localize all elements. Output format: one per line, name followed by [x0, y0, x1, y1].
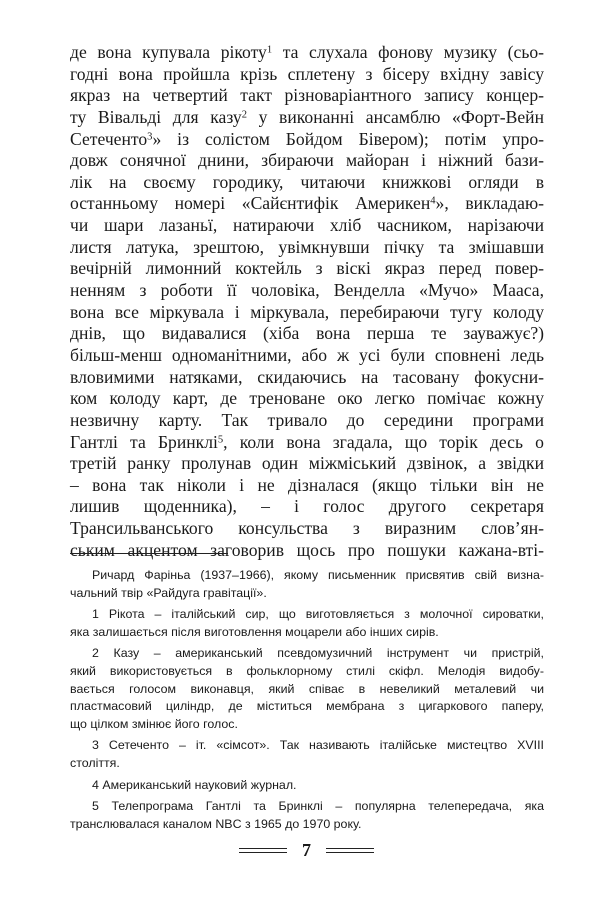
body-line — [70, 150, 544, 172]
footnote-marker: 3 — [147, 131, 153, 143]
body-text: останньому номері «Сайєнтифік Америкен — [70, 193, 431, 214]
page-footer — [0, 838, 613, 862]
body-text: » із солістом Бойдом Бівером); потім упро- — [152, 128, 544, 149]
body-line — [70, 475, 544, 497]
body-line — [70, 172, 544, 194]
footnote-line: пластмасовий циліндр, де міститься мембрана з цигаркового паперу, — [70, 699, 544, 714]
body-line — [70, 540, 544, 562]
body-text: ту Вівальді для казу — [70, 106, 242, 127]
footnote-line: Ричард Фаріньа (1937–1966), якому письменник присвятив свій визна- — [92, 568, 544, 582]
footnote-line: транслювалася каналом NBC з 1965 до 1970 року. — [70, 816, 362, 831]
body-line — [70, 237, 544, 259]
body-text: ненням з роботи її чоловіка, Венделла «Мучо» Мааса, — [70, 280, 544, 301]
footnote-marker: 4 — [430, 196, 436, 208]
body-text: Трансильванського консульства з виразним слов’ян- — [70, 518, 544, 539]
footnote-line: чальний твір «Райдуга гравітації». — [70, 585, 267, 600]
body-text: годні вона пройшла крізь сплетену з бісеру вхідну завісу — [70, 63, 544, 84]
footnote-line: 1 Рікота – італійський сир, що виготовляється з молочної сироватки, — [92, 607, 544, 622]
body-line — [70, 107, 544, 129]
body-text: Гантлі та Бринклі — [70, 431, 218, 452]
body-line — [70, 410, 544, 432]
body-text: лік на своєму городику, читаючи книжкові огляди в — [70, 171, 544, 192]
body-line — [70, 496, 544, 518]
body-text: третій ранку пролунав один міжміський дзвінок, а звідки — [70, 453, 544, 474]
body-line — [70, 388, 544, 410]
body-text: Сетеченто — [70, 128, 148, 149]
body-line — [70, 258, 544, 280]
footnotes-block — [70, 567, 544, 833]
body-text: якраз на четвертий такт різноваріантного запису концер- — [70, 85, 544, 106]
footnote-line: вається голосом виконавця, який співає в невеликий металевий чи — [70, 681, 544, 696]
footnote-separator — [70, 553, 228, 554]
body-line — [70, 323, 544, 345]
footnote-dedication — [70, 567, 544, 602]
footnote-line: 2 Казу – американський псевдомузичний інструмент чи пристрій, — [92, 646, 544, 661]
left-ornament-rule — [239, 848, 287, 853]
footnote-marker: 2 — [241, 109, 247, 121]
footnote-line: 4 Американський науковий журнал. — [92, 777, 297, 792]
body-text: більш-менш одноманітними, або ж усі були сповнені ледь — [70, 344, 544, 365]
footnote-line: 5 Телепрограма Гантлі та Бринклі – популярна телепередача, яка — [92, 799, 544, 814]
body-line — [70, 453, 544, 475]
body-line — [70, 85, 544, 107]
body-text: ком колоду карт, де треноване око легко помічає кожну — [70, 388, 544, 409]
body-line — [70, 215, 544, 237]
body-text: та слухала фонову музику (сьо- — [272, 42, 544, 62]
body-text: листя латука, зрештою, увімкнувши пічку та змішавши — [70, 236, 544, 257]
page-number: 7 — [302, 840, 311, 860]
body-line — [70, 193, 544, 215]
footnote-marker: 5 — [217, 434, 224, 446]
footnote-line: що цілком змінює його голос. — [70, 716, 238, 731]
footnote-line: який використовується в фольклорному стилі скіфл. Мелодія видобу- — [70, 663, 544, 678]
footnote-1 — [70, 606, 544, 641]
footnote-marker: 1 — [266, 44, 273, 56]
body-text: чи шари лазаньї, натираючи хліб часником, нарізаючи — [70, 215, 544, 236]
body-text: днів, що видавалися (хіба вона перша те зауважує?) — [70, 323, 544, 344]
body-text: де вона купувала рікоту — [70, 42, 267, 62]
body-text: вечірній лимонний коктейль з віскі якраз перед повер- — [70, 258, 544, 279]
body-text: лишив щоденника), – і голос другого секретаря — [70, 496, 544, 517]
body-line — [70, 518, 544, 540]
footnote-2 — [70, 645, 544, 733]
body-text: у виконанні ансамблю «Форт-Вейн — [247, 106, 544, 127]
footnote-line: століття. — [70, 755, 120, 770]
body-text: ським акцентом заговорив щось про пошуки кажана-вті- — [70, 539, 544, 560]
body-line — [70, 129, 544, 151]
footnote-line: яка залишається після виготовлення моцарели або інших сирів. — [70, 624, 439, 639]
body-line — [70, 345, 544, 367]
footnote-4 — [70, 777, 544, 795]
main-text-block — [70, 42, 544, 561]
body-line — [70, 367, 544, 389]
body-text: довж сонячної днини, збираючи майоран і ніжний бази- — [70, 150, 544, 171]
body-line — [70, 432, 544, 454]
footnote-5 — [70, 798, 544, 833]
body-line — [70, 64, 544, 86]
body-text: незвичну карту. Так тривало до середини програми — [70, 409, 544, 430]
body-text: вона все міркувала і міркувала, перебираючи тугу колоду — [70, 301, 544, 322]
body-line — [70, 280, 544, 302]
body-text: вловимими натяками, скидаючись на тасовану фокусни- — [70, 366, 544, 387]
footnote-line: 3 Сетеченто – іт. «сімсот». Так називають італійське мистецтво XVIII — [92, 738, 544, 753]
body-line — [70, 42, 544, 64]
body-text: , коли вона згадала, що торік десь о — [223, 431, 544, 452]
body-text: », викладаю- — [435, 193, 544, 214]
right-ornament-rule — [326, 848, 374, 853]
footnote-3 — [70, 737, 544, 772]
body-line — [70, 302, 544, 324]
body-text: – вона так ніколи і не дізналася (якщо тільки він не — [70, 474, 544, 495]
